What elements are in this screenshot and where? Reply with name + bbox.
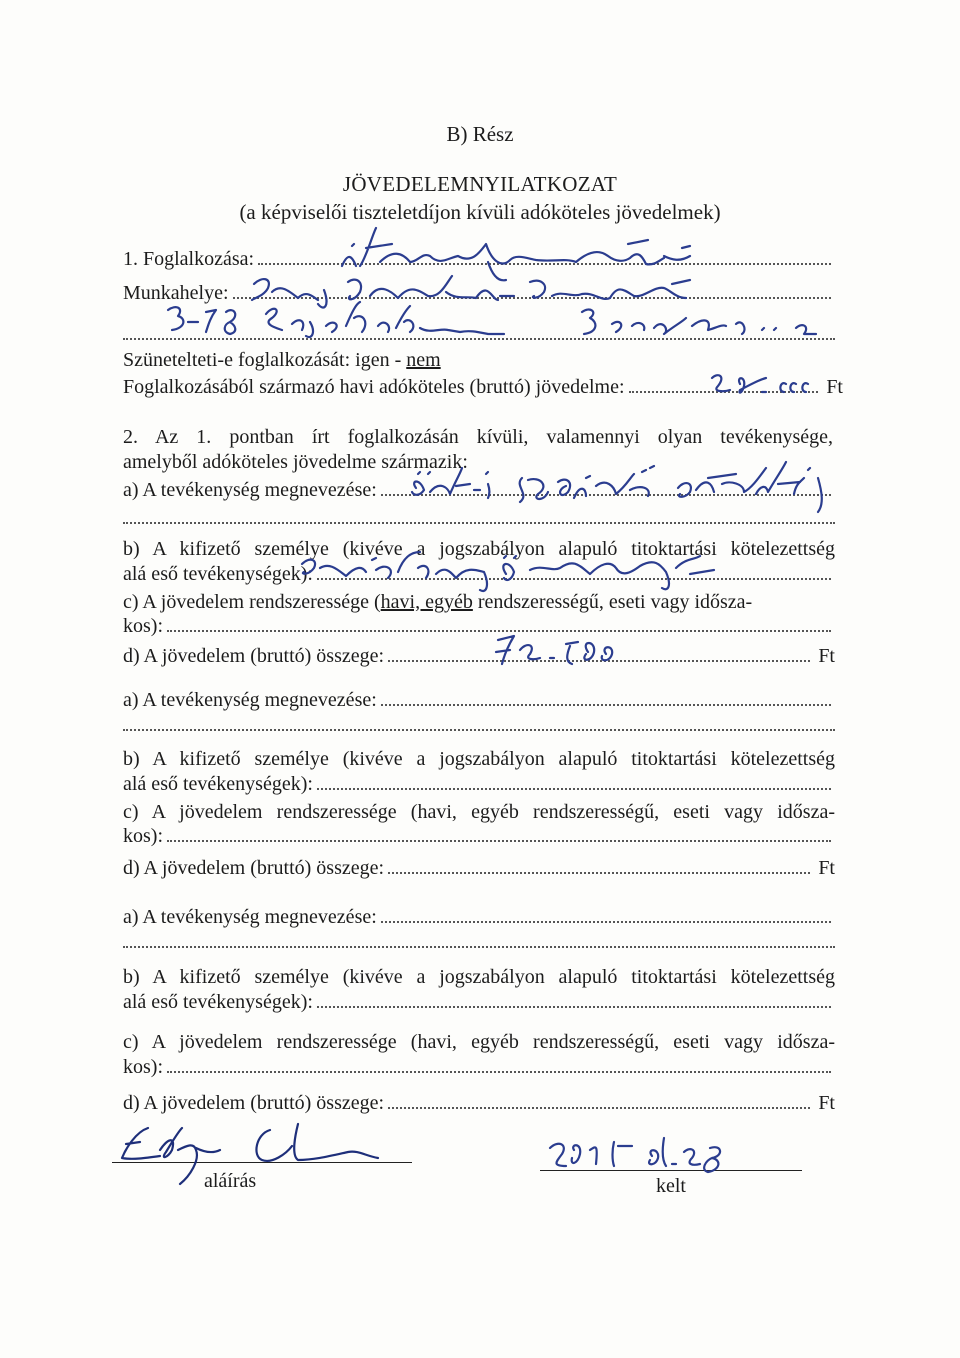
gross-unit-2: Ft bbox=[818, 857, 835, 879]
regularity-marked-option: havi, egyéb bbox=[380, 591, 473, 613]
date-label: kelt bbox=[656, 1175, 686, 1197]
suspended-separator: - bbox=[394, 349, 402, 371]
payer-label-1: alá eső tevékenységek): bbox=[123, 563, 313, 585]
handwritten-payer bbox=[302, 552, 714, 591]
handwritten-workplace bbox=[252, 276, 690, 308]
regularity-label-1: kos): bbox=[123, 615, 163, 637]
handwritten-occupation bbox=[342, 228, 690, 280]
occupation-label: 1. Foglalkozása: bbox=[123, 248, 255, 270]
document-subtitle: (a képviselői tiszteletdíjon kívüli adóköteles jövedelmek) bbox=[239, 200, 721, 224]
suspended-yes-option[interactable]: igen bbox=[355, 349, 390, 371]
gross-label-2: d) A jövedelem (bruttó) összege: bbox=[123, 857, 385, 879]
payer-label-2: alá eső tevékenységek): bbox=[123, 773, 313, 795]
payer-line1-3: b) A kifizető személye (kivéve a jogszabályon alapuló titoktartási kötelezettség bbox=[123, 966, 835, 988]
gross-unit-3: Ft bbox=[818, 1092, 835, 1114]
payer-line1-2: b) A kifizető személye (kivéve a jogszabályon alapuló titoktartási kötelezettség bbox=[123, 748, 835, 770]
handwritten-activity bbox=[412, 462, 822, 512]
handwritten-date bbox=[550, 1138, 720, 1172]
handwritten-gross-amount bbox=[496, 636, 612, 664]
gross-unit-1: Ft bbox=[818, 645, 835, 667]
section2-intro-line1: 2. Az 1. pontban írt foglalkozásán kívüli, valamennyi olyan tevékenysége, bbox=[123, 426, 833, 448]
activity-label-2: a) A tevékenység megnevezése: bbox=[123, 689, 377, 711]
handwritten-monthly-income bbox=[712, 375, 808, 392]
regularity-line1-1: c) A jövedelem rendszeressége (havi, egyéb rendszerességű, eseti vagy idősza- bbox=[123, 591, 753, 613]
handwritten-signature bbox=[122, 1124, 378, 1184]
regularity-label-3: kos): bbox=[123, 1056, 163, 1078]
workplace-label: Munkahelye: bbox=[123, 282, 229, 304]
suspended-label: Szünetelteti-e foglalkozását: bbox=[123, 349, 351, 371]
activity-label-3: a) A tevékenység megnevezése: bbox=[123, 906, 377, 928]
part-heading: B) Rész bbox=[446, 122, 514, 146]
regularity-label-2: kos): bbox=[123, 825, 163, 847]
payer-label-3: alá eső tevékenységek): bbox=[123, 991, 313, 1013]
signature-label: aláírás bbox=[204, 1170, 257, 1192]
regularity-line1-3: c) A jövedelem rendszeressége (havi, egyéb rendszerességű, eseti vagy idősza- bbox=[123, 1031, 835, 1053]
payer-line1-1: b) A kifizető személye (kivéve a jogszabályon alapuló titoktartási kötelezettség bbox=[123, 538, 835, 560]
monthly-income-label: Foglalkozásából származó havi adóköteles (bruttó) jövedelme: bbox=[123, 376, 625, 398]
document-title: JÖVEDELEMNYILATKOZAT bbox=[342, 172, 618, 196]
gross-label-3: d) A jövedelem (bruttó) összege: bbox=[123, 1092, 385, 1114]
suspended-no-option[interactable]: nem bbox=[406, 349, 441, 371]
handwritten-address bbox=[168, 302, 816, 337]
gross-label-1: d) A jövedelem (bruttó) összege: bbox=[123, 645, 385, 667]
activity-label-1: a) A tevékenység megnevezése: bbox=[123, 479, 377, 501]
monthly-income-unit: Ft bbox=[826, 376, 843, 398]
regularity-line1-2: c) A jövedelem rendszeressége (havi, egyéb rendszerességű, eseti vagy idősza- bbox=[123, 801, 835, 823]
section2-intro-line2: amelyből adóköteles jövedelme származik: bbox=[123, 451, 468, 473]
